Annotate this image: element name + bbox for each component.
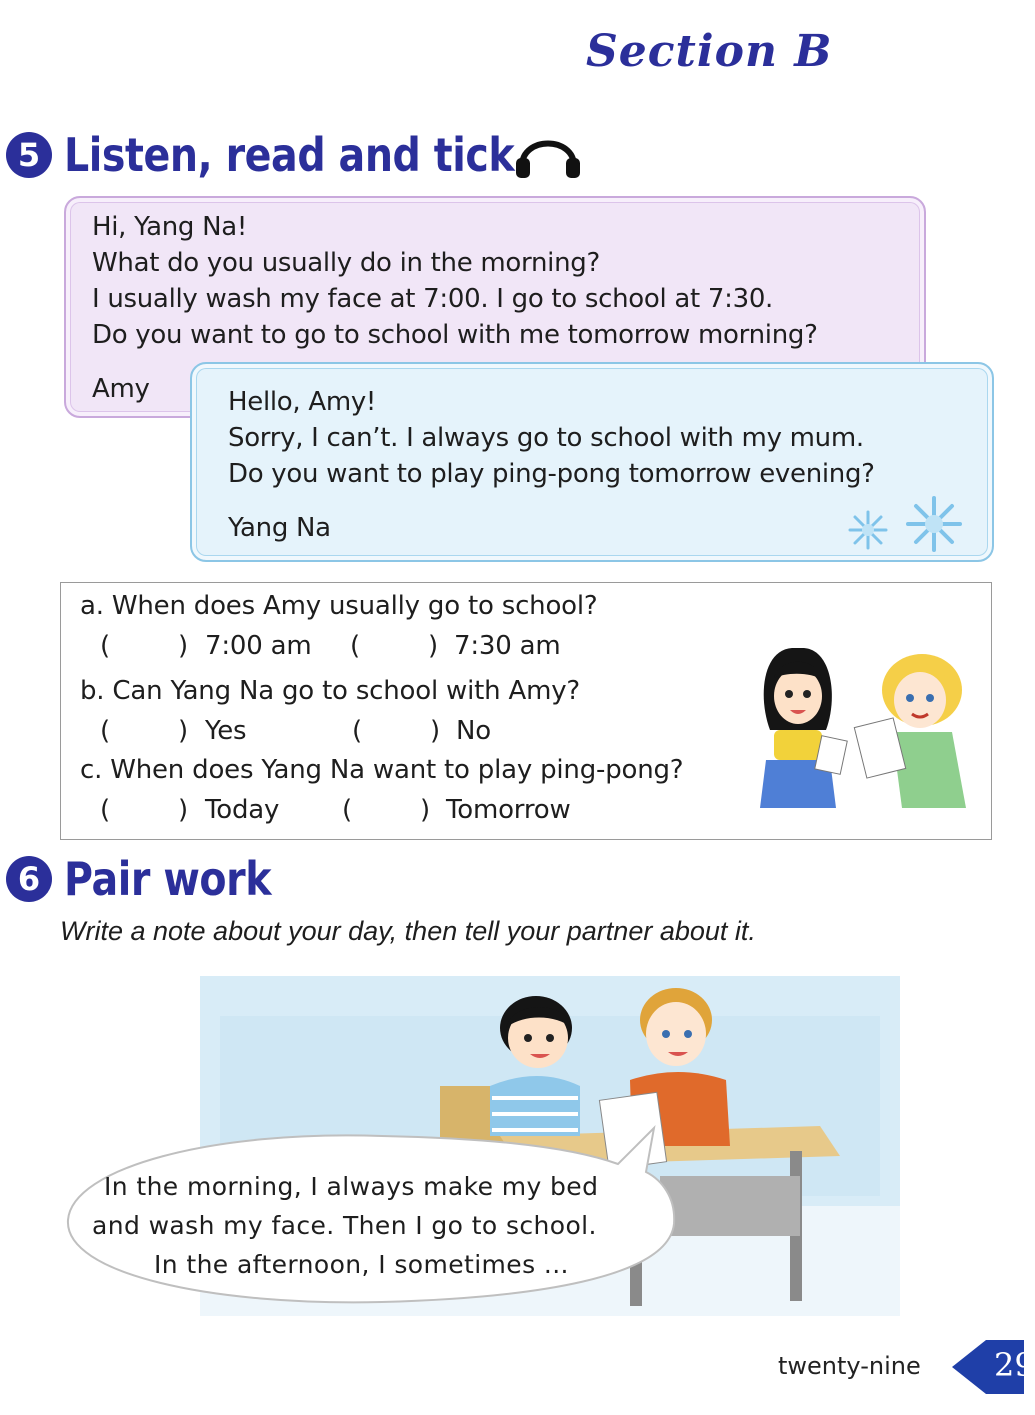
page-number: 29 (994, 1346, 1035, 1384)
activity-6-number: 6 (6, 856, 52, 902)
question-a: a. When does Amy usually go to school? (80, 591, 598, 621)
question-c: c. When does Yang Na want to play ping-pong? (80, 755, 684, 785)
headphones-icon (512, 126, 584, 182)
option-label: Yes (205, 716, 247, 746)
tick-paren-close: ) (178, 795, 188, 825)
note-yangna-signature: Yang Na (228, 513, 331, 543)
activity-6-heading (6, 852, 305, 906)
bubble-line: and wash my face. Then I go to school. (92, 1211, 597, 1240)
activity-6-title: Pair work (64, 852, 272, 906)
note-yangna-line: Sorry, I can’t. I always go to school with my mum. (228, 423, 864, 453)
option-label: 7:00 am (205, 631, 312, 661)
tick-paren-close: ) (178, 716, 188, 746)
section-title: Section B (586, 26, 833, 77)
activity-5-number: 5 (6, 132, 52, 178)
note-amy-line: Hi, Yang Na! (92, 212, 247, 242)
tick-paren-open: ( (100, 716, 110, 746)
tick-paren-open: ( (342, 795, 352, 825)
question-b: b. Can Yang Na go to school with Amy? (80, 676, 580, 706)
activity-5-title: Listen, read and tick (64, 128, 515, 182)
tick-paren-open: ( (100, 795, 110, 825)
tick-paren-open: ( (350, 631, 360, 661)
tick-paren-close: ) (430, 716, 440, 746)
activity-5-heading (6, 128, 588, 182)
note-amy-signature: Amy (92, 374, 150, 404)
note-amy-line: What do you usually do in the morning? (92, 248, 600, 278)
option-label: No (456, 716, 491, 746)
note-amy-line: Do you want to go to school with me tomorrow morning? (92, 320, 818, 350)
note-yangna-line: Do you want to play ping-pong tomorrow evening? (228, 459, 875, 489)
tick-paren-close: ) (178, 631, 188, 661)
option-label: 7:30 am (454, 631, 561, 661)
tick-paren-open: ( (352, 716, 362, 746)
bubble-line: In the afternoon, I sometimes ... (154, 1250, 569, 1279)
note-yangna-line: Hello, Amy! (228, 387, 377, 417)
tick-paren-close: ) (428, 631, 438, 661)
girls-illustration (752, 638, 984, 814)
flower-icon (904, 494, 964, 554)
bubble-line: In the morning, I always make my bed (104, 1172, 599, 1201)
tick-paren-close: ) (420, 795, 430, 825)
flower-icon (846, 508, 890, 552)
page-number-words: twenty-nine (778, 1352, 921, 1380)
tick-paren-open: ( (100, 631, 110, 661)
activity-6-instruction: Write a note about your day, then tell your partner about it. (60, 916, 756, 946)
option-label: Tomorrow (446, 795, 571, 825)
note-amy-line: I usually wash my face at 7:00. I go to school at 7:30. (92, 284, 774, 314)
option-label: Today (205, 795, 280, 825)
